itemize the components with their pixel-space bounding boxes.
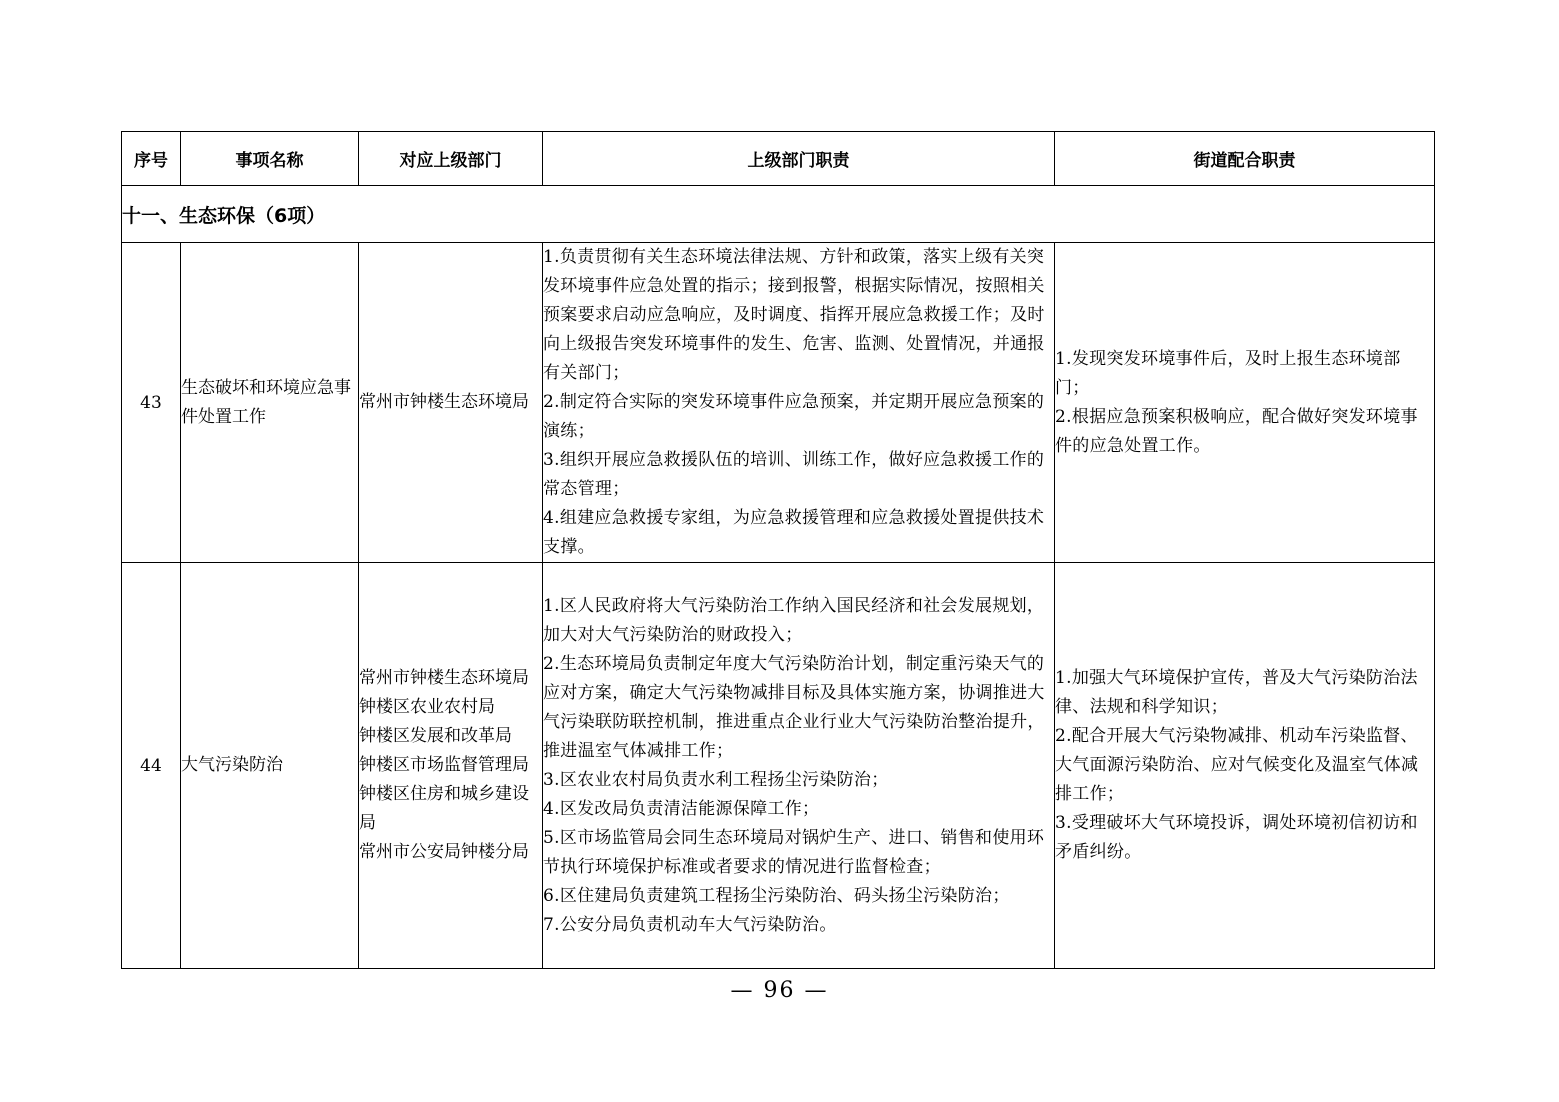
duty-item: 2.生态环境局负责制定年度大气污染防治计划，制定重污染天气的应对方案，确定大气污染物减排目标及具体实施方案，协调推进大气污染联防联控机制，推进重点企业行业大气污染防治整治提升，推进温室气体减排工作；: [543, 653, 1045, 761]
row-number: 44: [122, 563, 181, 969]
street-duty-item: 2.配合开展大气污染物减排、机动车污染监督、大气面源污染防治、应对气候变化及温室气体减排工作；: [1055, 726, 1419, 804]
street-duties: [1055, 563, 1435, 969]
duty-item: 2.制定符合实际的突发环境事件应急预案，并定期开展应急预案的演练；: [543, 392, 1045, 441]
item-name: 生态破坏和环境应急事件处置工作: [181, 243, 359, 563]
street-duty-item: 2.根据应急预案积极响应，配合做好突发环境事件的应急处置工作。: [1055, 406, 1418, 456]
table-row: [122, 563, 1435, 969]
page-number: — 96 —: [730, 978, 829, 1003]
dept-item: 钟楼区农业农村局: [359, 697, 495, 717]
header-item-name: 事项名称: [181, 132, 359, 186]
street-duty-item: 3.受理破坏大气环境投诉，调处环境初信初访和矛盾纠纷。: [1055, 813, 1418, 862]
upper-duties: [543, 243, 1055, 563]
row-number: 43: [122, 243, 181, 563]
dept-item: 钟楼区住房和城乡建设局: [359, 784, 529, 833]
dept-item: 钟楼区发展和改革局: [359, 726, 512, 746]
duty-item: 3.区农业农村局负责水利工程扬尘污染防治；: [543, 769, 889, 790]
duty-item: 1.负责贯彻有关生态环境法律法规、方针和政策，落实上级有关突发环境事件应急处置的指示；接到报警，根据实际情况，按照相关预案要求启动应急响应，及时调度、指挥开展应急救援工作；及时向上级报告突发环境事件的发生、危害、监测、处置情况，并通报有关部门；: [543, 247, 1045, 383]
dept-item: 常州市公安局钟楼分局: [359, 842, 529, 862]
header-upper-duties: 上级部门职责: [543, 132, 1055, 186]
duty-item: 4.区发改局负责清洁能源保障工作；: [543, 798, 820, 819]
table-row: [122, 243, 1435, 563]
dept-item: 常州市钟楼生态环境局: [359, 668, 529, 688]
section-row: [122, 186, 1435, 243]
duty-item: 3.组织开展应急救援队伍的培训、训练工作，做好应急救援工作的常态管理；: [543, 450, 1045, 499]
duty-item: 4.组建应急救援专家组，为应急救援管理和应急救援处置提供技术支撑。: [543, 508, 1045, 557]
header-no: 序号: [122, 132, 181, 186]
item-name: 大气污染防治: [181, 563, 359, 969]
duty-item: 5.区市场监管局会同生态环境局对锅炉生产、进口、销售和使用环节执行环境保护标准或者要求的情况进行监督检查；: [543, 827, 1045, 877]
section-title: 十一、生态环保（6项）: [122, 186, 1435, 243]
duty-item: 1.区人民政府将大气污染防治工作纳入国民经济和社会发展规划，加大对大气污染防治的财政投入；: [543, 595, 1045, 645]
street-duty-item: 1.加强大气环境保护宣传，普及大气污染防治法律、法规和科学知识；: [1055, 668, 1418, 717]
upper-dept: 常州市钟楼生态环境局: [359, 243, 543, 563]
header-street-duties: 街道配合职责: [1055, 132, 1435, 186]
header-upper-dept: 对应上级部门: [359, 132, 543, 186]
duty-item: 7.公安分局负责机动车大气污染防治。: [543, 914, 837, 935]
upper-duties: [543, 563, 1055, 969]
duty-table: [121, 131, 1435, 969]
street-duty-item: 1.发现突发环境事件后，及时上报生态环境部门；: [1055, 348, 1401, 398]
upper-depts: [359, 563, 543, 969]
street-duties: [1055, 243, 1435, 563]
header-row: [122, 132, 1435, 186]
dept-item: 钟楼区市场监督管理局: [359, 755, 529, 775]
duty-item: 6.区住建局负责建筑工程扬尘污染防治、码头扬尘污染防治；: [543, 885, 1010, 906]
